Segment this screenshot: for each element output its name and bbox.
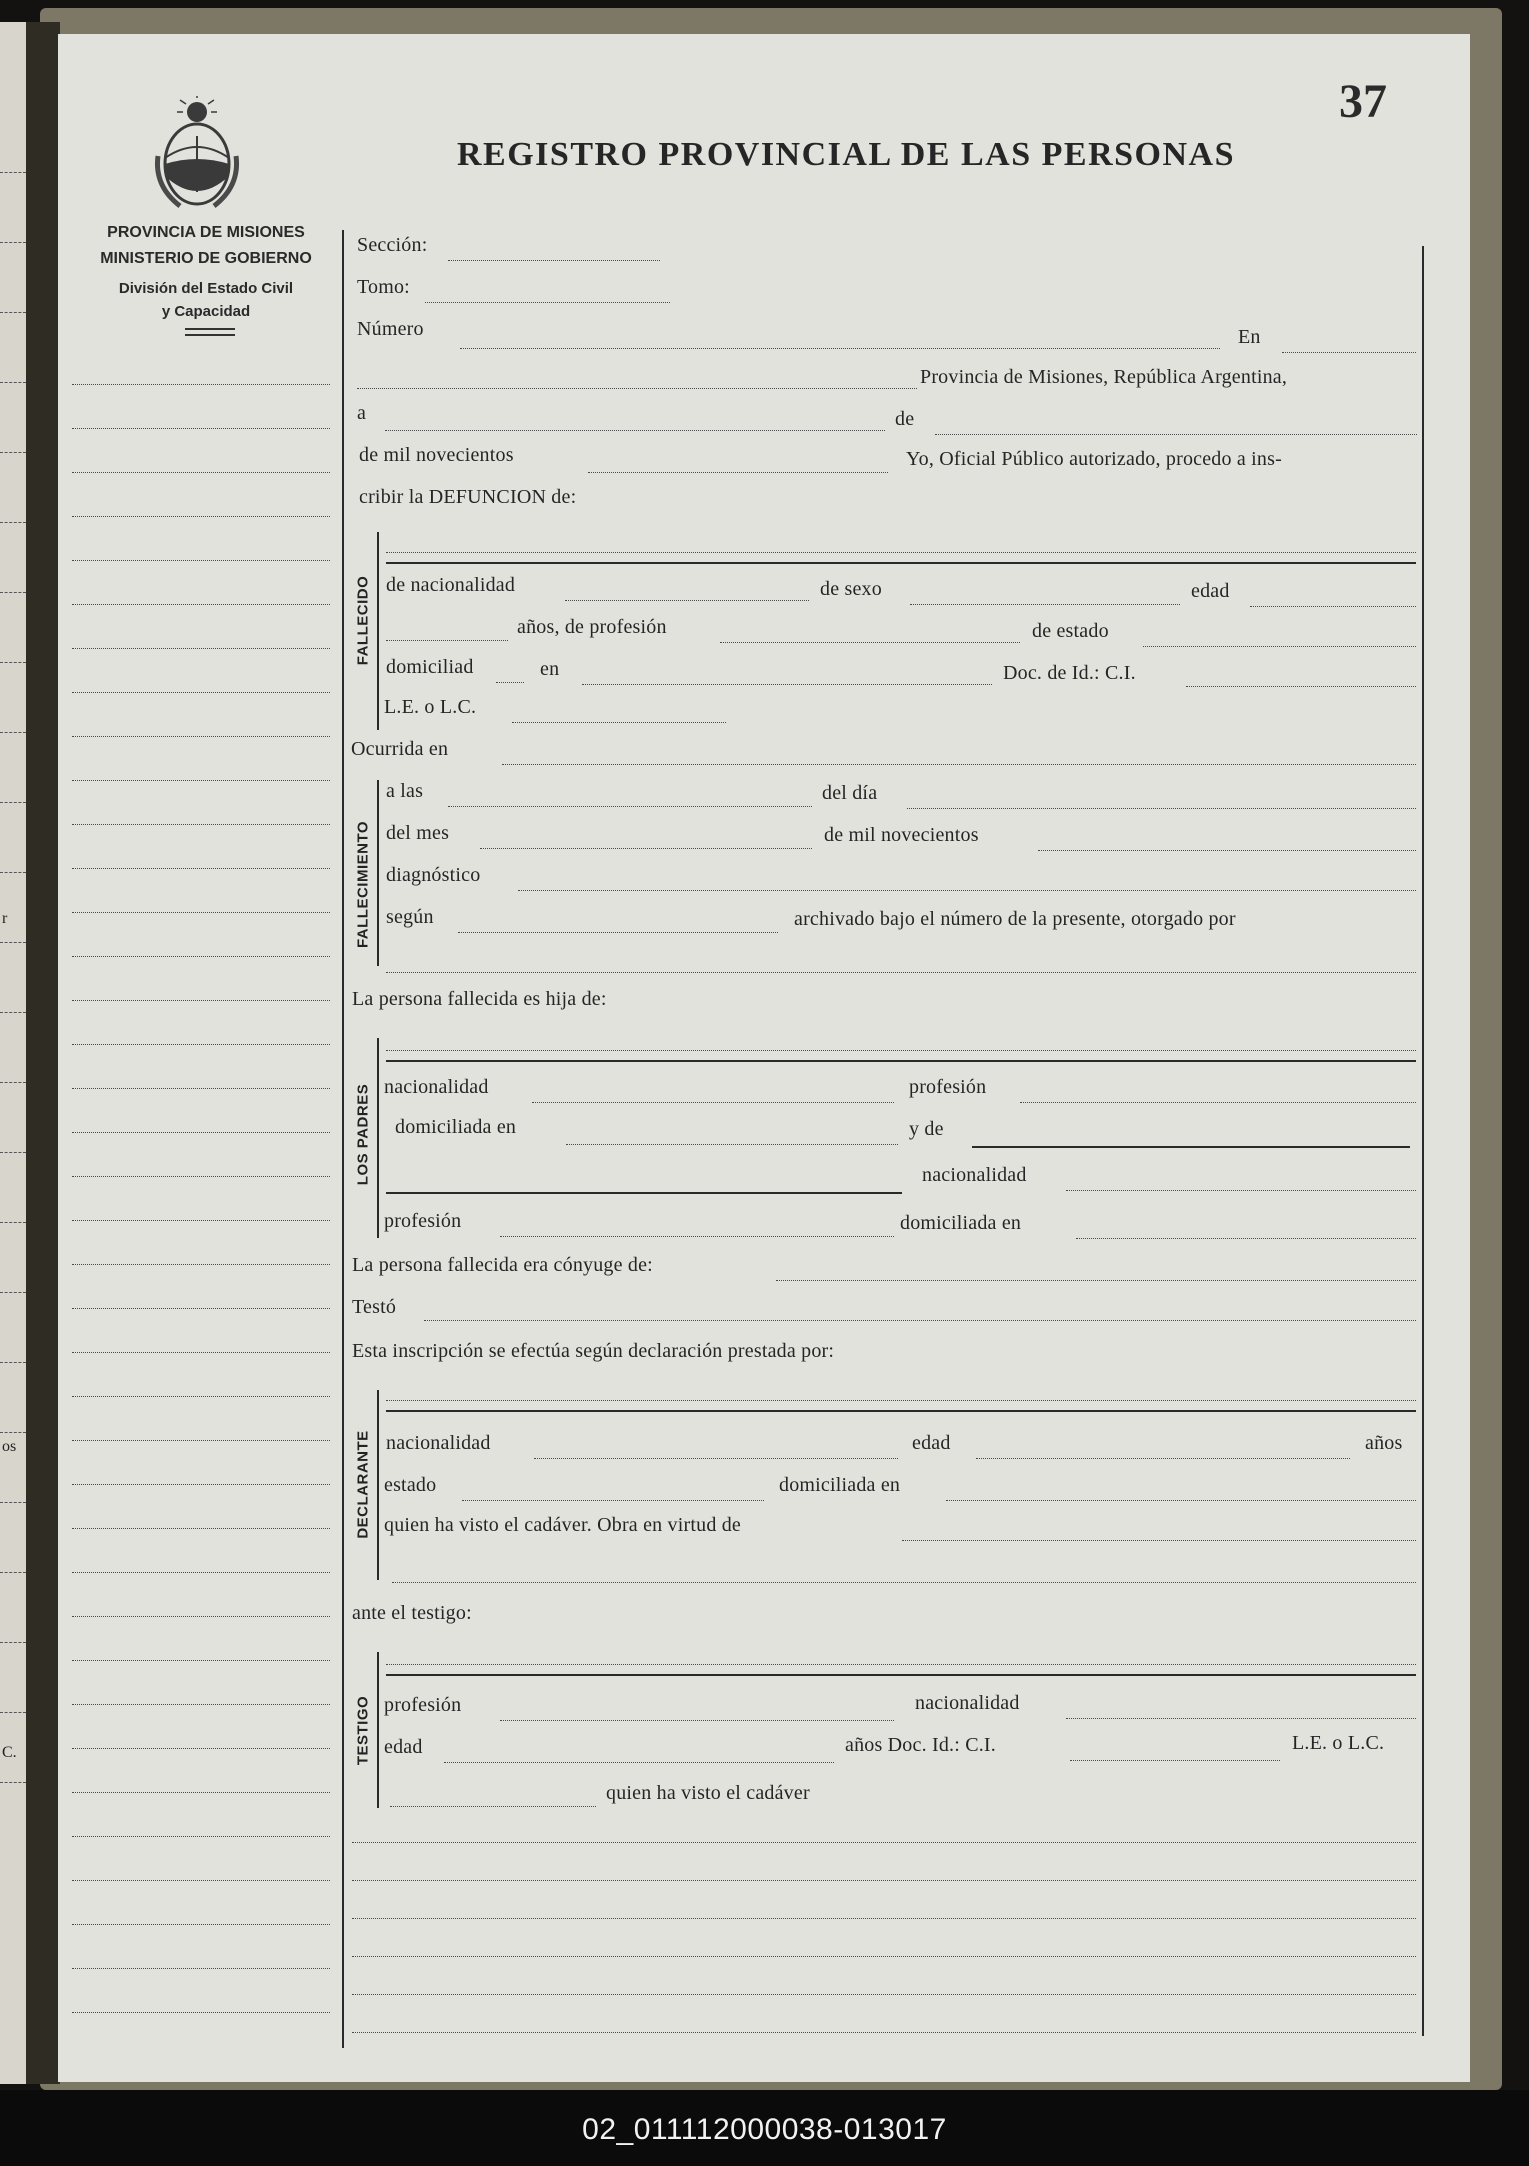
observaciones-line[interactable] — [352, 2032, 1416, 2033]
domiciliad-suffix-field[interactable] — [496, 682, 524, 683]
ante-testigo-label: ante el testigo: — [352, 1602, 472, 1624]
margin-line — [72, 780, 330, 781]
declarante-nombre-field[interactable] — [386, 1400, 1416, 1401]
margin-line — [72, 384, 330, 385]
coat-of-arms-icon — [150, 96, 244, 216]
ocurrida-label: Ocurrida en — [351, 738, 449, 760]
edad-label: edad — [384, 1736, 423, 1758]
hija-de-label: La persona fallecida es hija de: — [352, 988, 607, 1010]
padre-nombre-field[interactable] — [386, 1050, 1416, 1051]
margin-line — [72, 956, 330, 957]
domiciliada-label: domiciliada en — [395, 1116, 517, 1138]
conyuge-label: La persona fallecida era cónyuge de: — [352, 1254, 653, 1276]
en-label: en — [540, 658, 560, 680]
margin-line — [72, 1088, 330, 1089]
segun-field[interactable] — [458, 932, 778, 933]
observaciones-line[interactable] — [352, 1842, 1416, 1843]
le-label: L.E. o L.C. — [1292, 1732, 1385, 1754]
le-field[interactable] — [512, 722, 726, 723]
obra-virtud-cont-field[interactable] — [392, 1582, 1416, 1583]
margin-rule — [342, 230, 344, 2048]
madre-nacionalidad-field[interactable] — [1066, 1190, 1416, 1191]
observaciones-line[interactable] — [352, 1956, 1416, 1957]
numero-label: Número — [357, 318, 424, 340]
seccion-label: Sección: — [357, 234, 428, 256]
de-mil-label: de mil novecientos — [824, 824, 979, 846]
margin-fragment: r — [2, 910, 8, 927]
section-bracket — [377, 1652, 379, 1808]
de-label: de — [895, 408, 915, 430]
margin-fragment: C. — [2, 1744, 17, 1761]
a-field[interactable] — [385, 430, 885, 431]
declarante-nacionalidad-field[interactable] — [534, 1458, 898, 1459]
edad-anos-field[interactable] — [386, 640, 508, 641]
ministry-underline — [185, 334, 235, 336]
fallecido-side-label: FALLECIDO — [354, 575, 372, 666]
nacionalidad-label: de nacionalidad — [386, 574, 516, 596]
padre-domicilio-field[interactable] — [566, 1144, 898, 1145]
madre-nombre-cont-field[interactable] — [386, 1192, 902, 1194]
archivado-label: archivado bajo el número de la presente, otorgado por — [794, 908, 1236, 930]
margin-line — [72, 1308, 330, 1309]
edad-field[interactable] — [1250, 606, 1416, 607]
margin-fragment: os — [2, 1438, 17, 1455]
profesion-label: profesión — [384, 1210, 462, 1232]
page-number: 37 — [1339, 75, 1387, 128]
section-bracket — [377, 1390, 379, 1580]
de-field[interactable] — [935, 434, 1417, 435]
nacionalidad-field[interactable] — [565, 600, 809, 601]
declarante-domicilio-field[interactable] — [946, 1500, 1416, 1501]
estado-label: estado — [384, 1474, 437, 1496]
tomo-field[interactable] — [425, 302, 670, 303]
provincia-label: Provincia de Misiones, República Argentina, — [920, 366, 1288, 388]
madre-nombre-field[interactable] — [972, 1146, 1410, 1148]
seccion-field[interactable] — [448, 260, 660, 261]
testigo-nacionalidad-field[interactable] — [1066, 1718, 1416, 1719]
section-rule — [386, 1410, 1416, 1412]
section-rule — [386, 1674, 1416, 1676]
padre-nacionalidad-field[interactable] — [532, 1102, 894, 1103]
profesion-field[interactable] — [720, 642, 1020, 643]
del-mes-label: del mes — [386, 822, 450, 844]
anos-doc-label: años Doc. Id.: C.I. — [845, 1734, 996, 1756]
inscripcion-label: Esta inscripción se efectúa según declaración prestada por: — [352, 1340, 835, 1362]
segun-label: según — [386, 906, 434, 928]
testigo-le-field[interactable] — [390, 1806, 596, 1807]
sexo-label: de sexo — [820, 578, 882, 600]
section-bracket — [377, 780, 379, 966]
section-bracket — [377, 1038, 379, 1238]
testigo-edad-field[interactable] — [444, 1762, 834, 1763]
ministry-line: PROVINCIA DE MISIONES — [107, 224, 305, 241]
margin-line — [72, 1220, 330, 1221]
testigo-profesion-field[interactable] — [500, 1720, 894, 1721]
margin-line — [72, 1528, 330, 1529]
sexo-field[interactable] — [910, 604, 1180, 605]
ministry-line: MINISTERIO DE GOBIERNO — [100, 250, 312, 267]
anos-profesion-label: años, de profesión — [517, 616, 667, 638]
numero-field[interactable] — [460, 348, 1220, 349]
left-page-edge — [0, 22, 26, 2084]
section-rule — [386, 1060, 1416, 1062]
margin-line — [72, 1836, 330, 1837]
quien-ha-visto-label: quien ha visto el cadáver — [606, 1782, 810, 1804]
domiciliada-label: domiciliada en — [900, 1212, 1022, 1234]
margin-line — [72, 1924, 330, 1925]
margin-line — [72, 1748, 330, 1749]
testigo-side-label: TESTIGO — [354, 1695, 372, 1766]
fallecimiento-side-label: FALLECIMIENTO — [354, 820, 372, 949]
section-rule — [386, 562, 1416, 564]
right-rule — [1422, 246, 1424, 2036]
nacionalidad-label: nacionalidad — [915, 1692, 1020, 1714]
le-label: L.E. o L.C. — [384, 696, 477, 718]
profesion-label: profesión — [909, 1076, 987, 1098]
ocurrida-field[interactable] — [502, 764, 1416, 765]
margin-line — [72, 604, 330, 605]
margin-line — [72, 912, 330, 913]
a-las-label: a las — [386, 780, 424, 802]
a-label: a — [357, 402, 367, 424]
margin-line — [72, 648, 330, 649]
madre-profesion-field[interactable] — [500, 1236, 894, 1237]
ano-field[interactable] — [588, 472, 888, 473]
y-de-label: y de — [909, 1118, 944, 1140]
margin-line — [72, 824, 330, 825]
filename-caption: 02_011112000038-013017 — [582, 2113, 947, 2146]
margin-line — [72, 472, 330, 473]
ministry-line: División del Estado Civil — [118, 280, 294, 297]
testo-field[interactable] — [424, 1320, 1416, 1321]
doc-label: Doc. de Id.: C.I. — [1003, 662, 1136, 684]
declarante-edad-field[interactable] — [976, 1458, 1350, 1459]
margin-line — [72, 1792, 330, 1793]
ministry-underline — [185, 328, 235, 330]
margin-line — [72, 2012, 330, 2013]
conyuge-field[interactable] — [776, 1280, 1416, 1281]
book-gutter — [26, 22, 60, 2084]
quien-ha-visto-label: quien ha visto el cadáver. Obra en virtud de — [384, 1514, 742, 1536]
del-dia-label: del día — [822, 782, 878, 804]
padres-side-label: LOS PADRES — [354, 1083, 372, 1186]
otorgado-field[interactable] — [386, 972, 1416, 973]
anos-label: años — [1365, 1432, 1403, 1454]
domiciliada-label: domiciliada en — [779, 1474, 901, 1496]
declarante-estado-field[interactable] — [462, 1500, 764, 1501]
margin-line — [72, 1044, 330, 1045]
margin-line — [72, 736, 330, 737]
margin-line — [72, 428, 330, 429]
margin-line — [72, 1660, 330, 1661]
nacionalidad-label: nacionalidad — [922, 1164, 1027, 1186]
diagnostico-label: diagnóstico — [386, 864, 481, 886]
mes-field[interactable] — [480, 848, 812, 849]
observaciones-line[interactable] — [352, 1880, 1416, 1881]
edad-label: edad — [1191, 580, 1230, 602]
declarante-side-label: DECLARANTE — [354, 1430, 372, 1539]
margin-line — [72, 1616, 330, 1617]
testo-label: Testó — [352, 1296, 397, 1318]
margin-line — [72, 1968, 330, 1969]
domiciliad-label: domiciliad — [386, 656, 474, 678]
madre-domicilio-field[interactable] — [1076, 1238, 1416, 1239]
estado-field[interactable] — [1143, 646, 1416, 647]
estado-label: de estado — [1032, 620, 1109, 642]
section-bracket — [377, 532, 379, 730]
margin-line — [72, 1000, 330, 1001]
dia-field[interactable] — [907, 808, 1416, 809]
margin-line — [72, 1264, 330, 1265]
en-label: En — [1238, 326, 1261, 348]
testigo-nombre-field[interactable] — [386, 1664, 1416, 1665]
margin-line — [72, 1880, 330, 1881]
margin-line — [72, 1132, 330, 1133]
margin-line — [72, 692, 330, 693]
de-mil-label: de mil novecientos — [359, 444, 514, 466]
nacionalidad-label: nacionalidad — [384, 1076, 489, 1098]
margin-line — [72, 516, 330, 517]
observaciones-line[interactable] — [352, 1918, 1416, 1919]
obra-virtud-field[interactable] — [902, 1540, 1416, 1541]
lugar-field[interactable] — [357, 388, 917, 389]
ci-field[interactable] — [1186, 686, 1416, 687]
margin-line — [72, 1572, 330, 1573]
observaciones-line[interactable] — [352, 1994, 1416, 1995]
ministry-line: y Capacidad — [161, 303, 251, 320]
domicilio-field[interactable] — [582, 684, 992, 685]
ano-field[interactable] — [1038, 850, 1416, 851]
margin-line — [72, 1396, 330, 1397]
margin-line — [72, 1176, 330, 1177]
nacionalidad-label: nacionalidad — [386, 1432, 491, 1454]
margin-line — [72, 560, 330, 561]
margin-line — [72, 868, 330, 869]
profesion-label: profesión — [384, 1694, 462, 1716]
testigo-ci-field[interactable] — [1070, 1760, 1280, 1761]
diagnostico-field[interactable] — [518, 890, 1416, 891]
margin-line — [72, 1484, 330, 1485]
edad-label: edad — [912, 1432, 951, 1454]
margin-line — [72, 1352, 330, 1353]
margin-line — [72, 1440, 330, 1441]
en-field[interactable] — [1282, 352, 1416, 353]
tomo-label: Tomo: — [357, 276, 410, 298]
fallecido-nombre-field[interactable] — [386, 552, 1416, 553]
cribir-label: cribir la DEFUNCION de: — [359, 486, 577, 508]
yo-label: Yo, Oficial Público autorizado, procedo a ins- — [906, 448, 1282, 470]
hora-field[interactable] — [448, 806, 812, 807]
padre-profesion-field[interactable] — [1020, 1102, 1416, 1103]
margin-line — [72, 1704, 330, 1705]
page-title: REGISTRO PROVINCIAL DE LAS PERSONAS — [457, 136, 1235, 173]
